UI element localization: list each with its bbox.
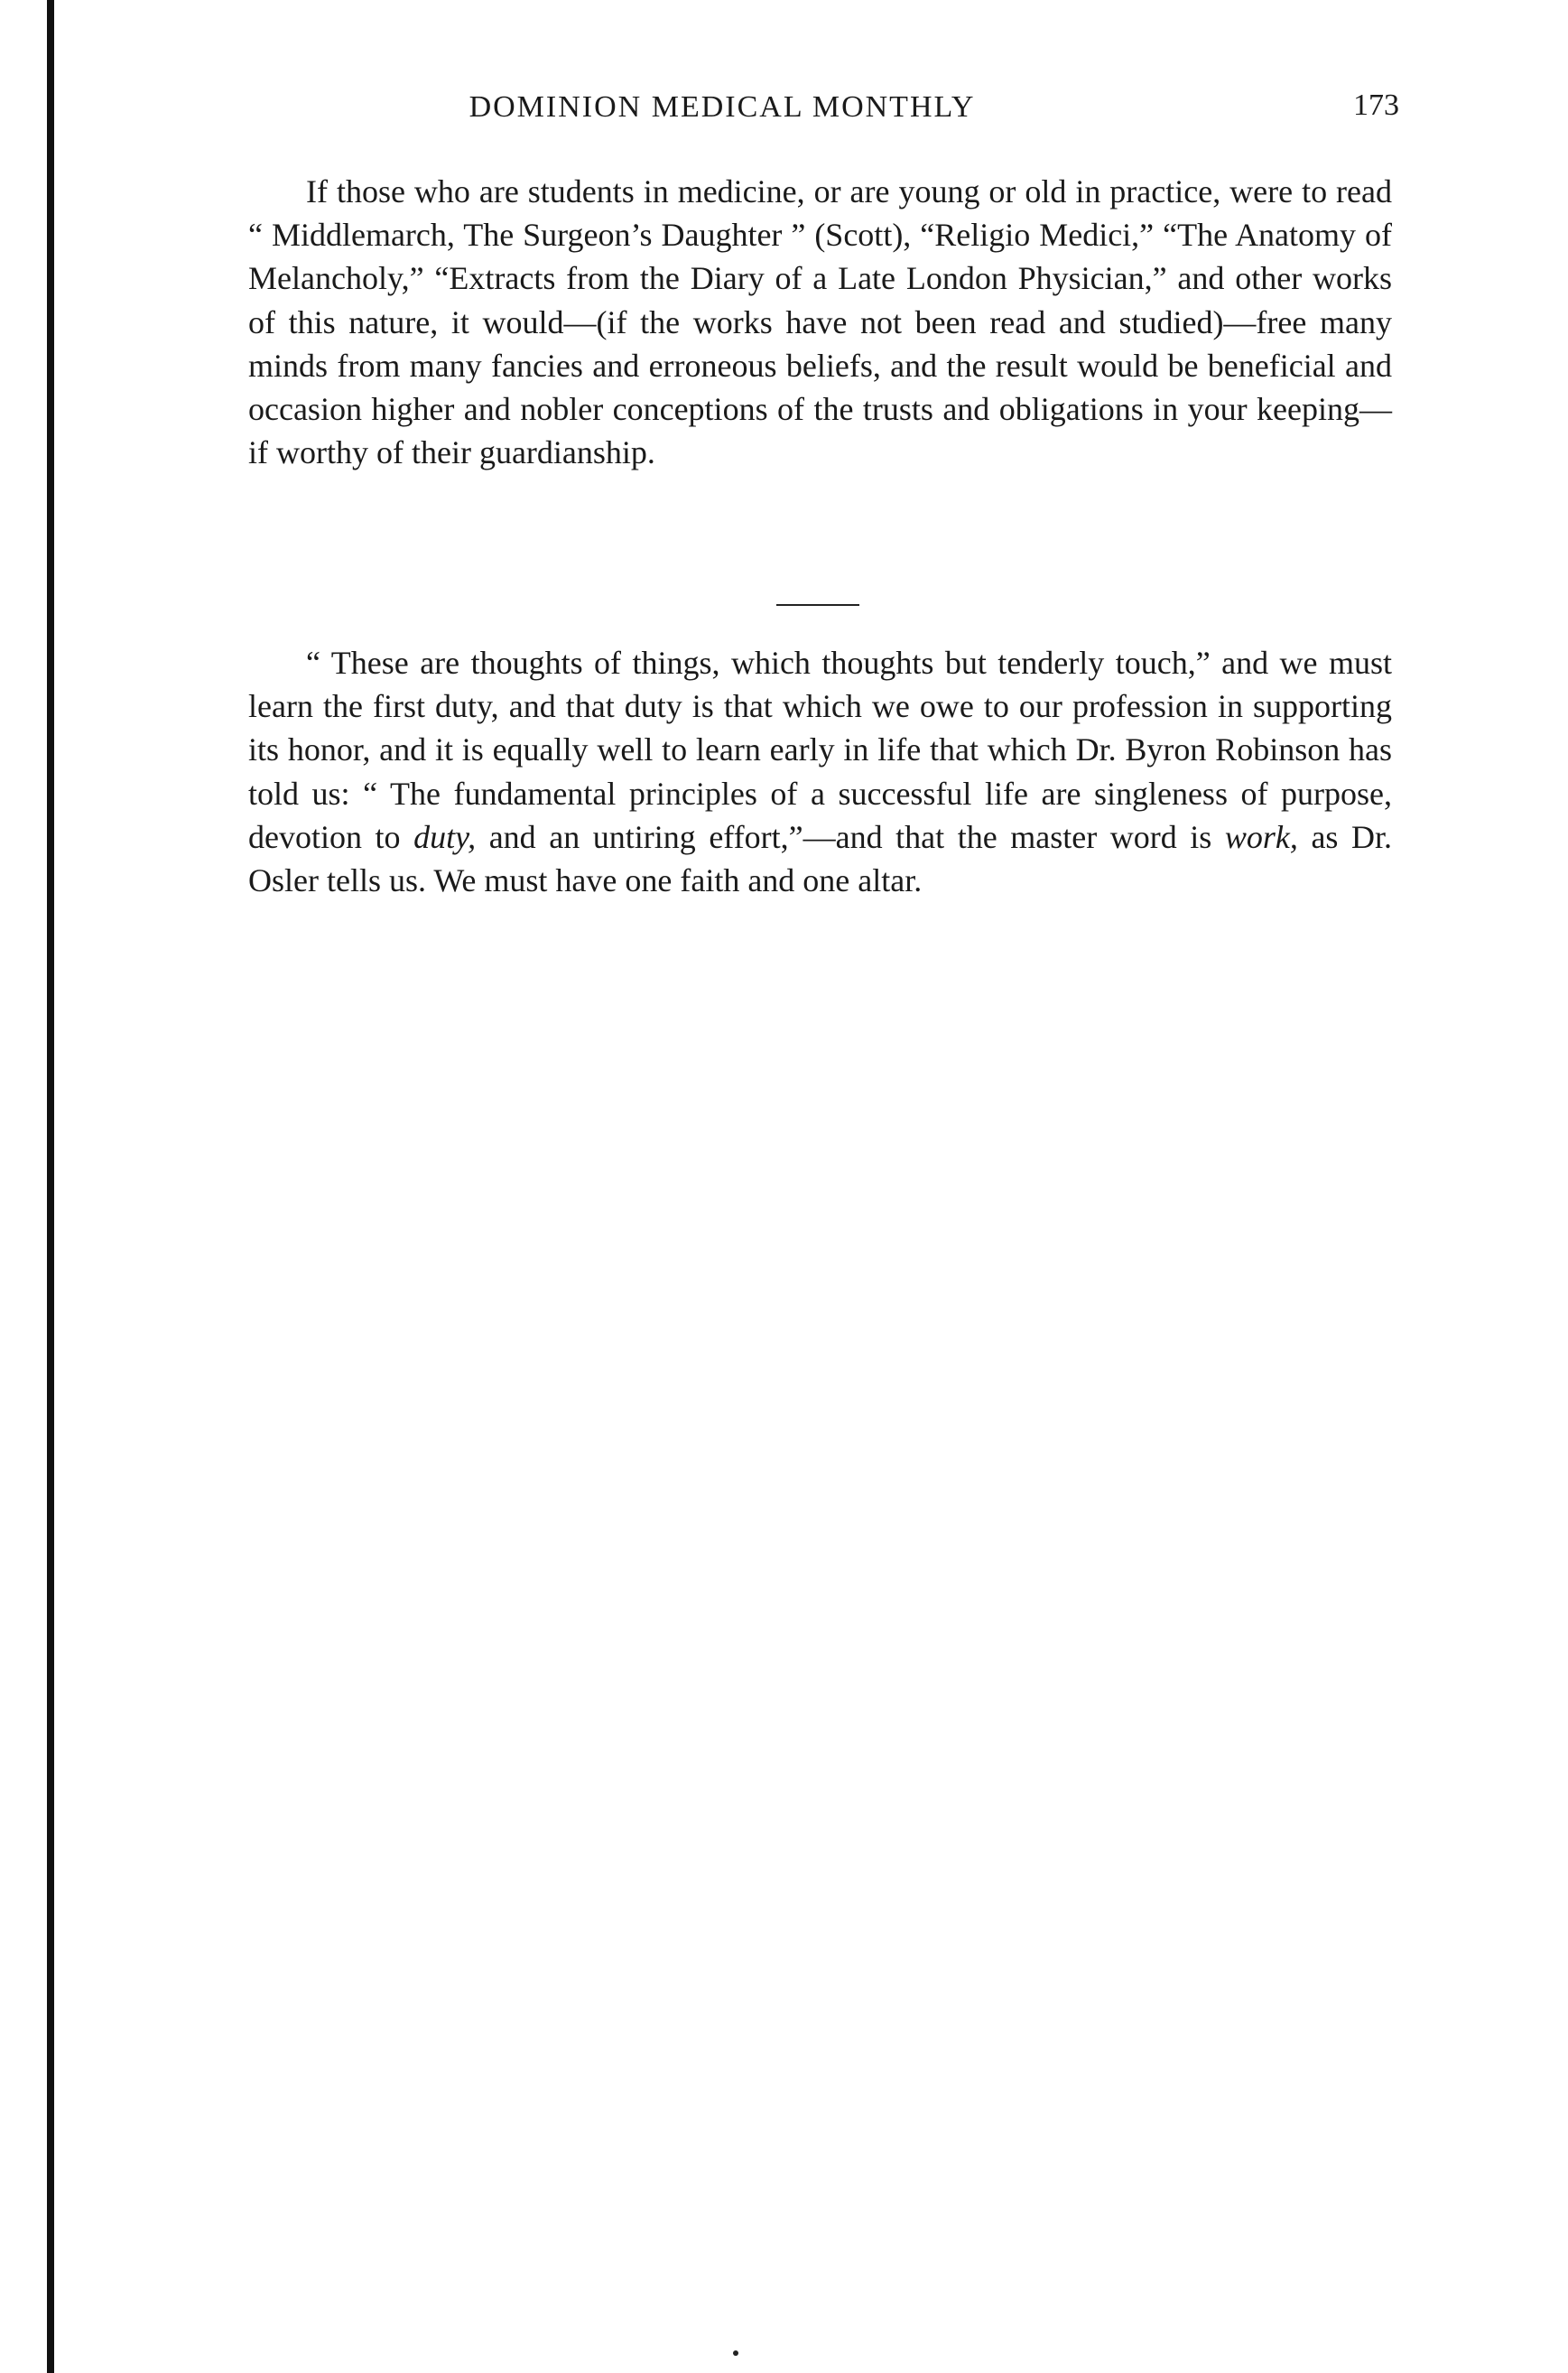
page-binding-edge [47, 0, 54, 2373]
paragraph-duty-text-3: as Dr. Osler tells us. We must have one faith and one altar. [248, 818, 1393, 899]
paragraph-duty-text-1: “ These are thoughts of things, which thoughts but tenderly touch,” and we must learn the first duty, and that duty is that which we owe to our profession in supporting its honor, and it is equally well to learn early in life that which Dr. Byron Robinson has told us: “ The fundamental principles of a successful life are singleness of purpose, devotion to [248, 645, 1392, 855]
paragraph-duty-text-2: and an untiring effort,”—and that the master word is [476, 818, 1225, 855]
print-speck [733, 2350, 738, 2356]
journal-title: DOMINION MEDICAL MONTHLY [469, 90, 976, 124]
section-divider [776, 604, 859, 606]
paragraph-reading-list: If those who are students in medicine, or are young or old in practice, were to read “ Middlemarch, The Surgeon’s Daughter ” (Scott), “Religio Medici,” “The Anatomy of Melancholy,” “Extracts from the Diary of a Late London Physician,” and other works of this nature, it would—(if the works have not been read and studied)—free many minds from many fancies and erroneous beliefs, and the result would be beneficial and occasion higher and nobler conceptions of the trusts and obligations in your keeping—if worthy of their guardianship. [248, 173, 1392, 471]
running-head [248, 88, 1399, 134]
emphasis-work: work, [1224, 818, 1298, 855]
page-number: 173 [1353, 88, 1399, 122]
emphasis-duty: duty, [413, 818, 477, 855]
paragraph-duty [248, 641, 1392, 902]
